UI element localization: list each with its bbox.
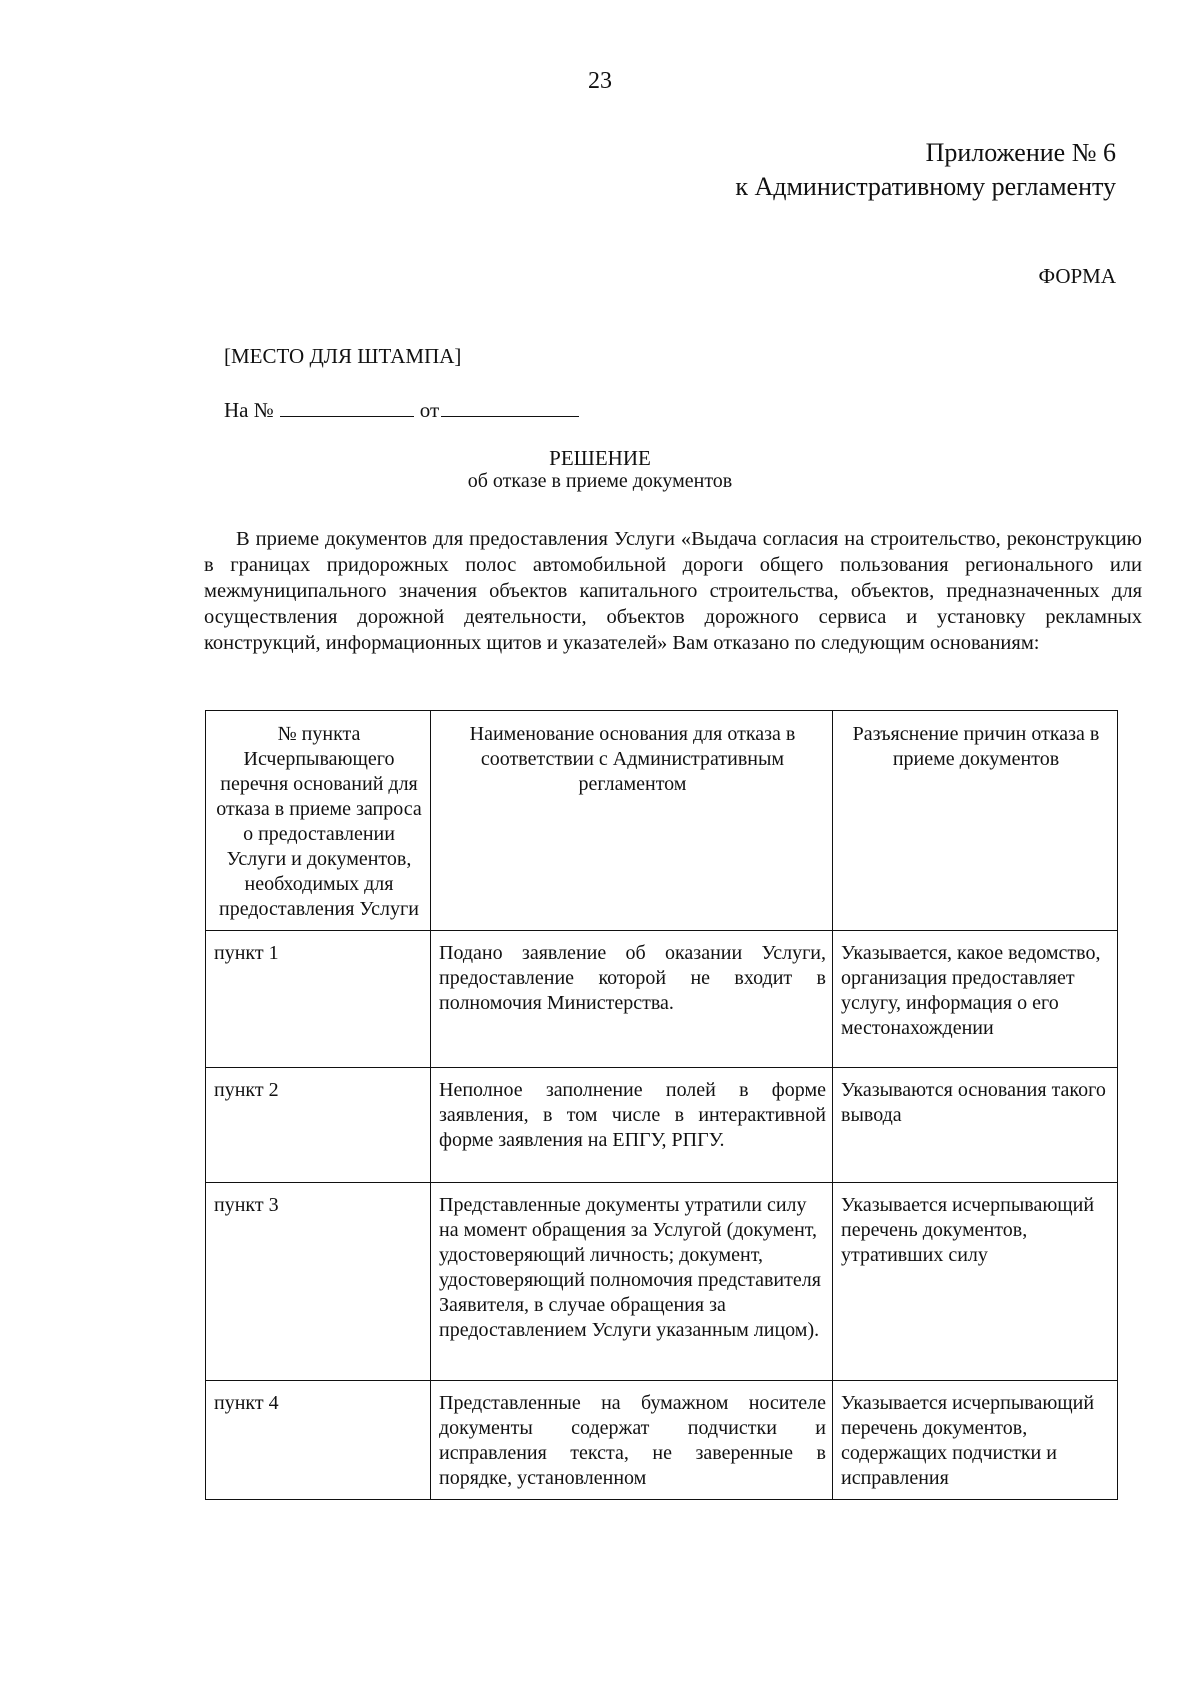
row-explanation: Указываются основания такого вывода xyxy=(833,1068,1118,1183)
decision-subtitle: об отказе в приеме документов xyxy=(467,470,733,492)
table-row xyxy=(206,931,1118,1068)
row-point: пункт 4 xyxy=(206,1381,431,1500)
row-point: пункт 3 xyxy=(206,1183,431,1381)
appendix-heading xyxy=(735,136,1116,204)
stamp-placeholder: [МЕСТО ДЛЯ ШТАМПА] xyxy=(224,344,462,368)
row-reason: Подано заявление об оказании Услуги, предоставление которой не входит в полномочия Министерства. xyxy=(431,931,833,1068)
decision-title: РЕШЕНИЕ xyxy=(549,446,651,470)
header-point-number: № пункта Исчерпывающего перечня оснований для отказа в приеме запроса о предоставлении Услуги и документов, необходимых для предоставления Услуги xyxy=(206,711,431,931)
appendix-line-2: к Административному регламенту xyxy=(735,172,1116,201)
row-reason: Неполное заполнение полей в форме заявления, в том числе в интерактивной форме заявления на ЕПГУ, РПГУ. xyxy=(431,1068,833,1183)
reference-date-blank xyxy=(441,398,579,417)
row-point: пункт 2 xyxy=(206,1068,431,1183)
row-explanation: Указывается исчерпывающий перечень документов, содержащих подчистки и исправления xyxy=(833,1381,1118,1500)
header-reason: Наименование основания для отказа в соответствии с Административным регламентом xyxy=(431,711,833,931)
page-number: 23 xyxy=(588,68,612,94)
table-header-row xyxy=(206,711,1118,931)
row-point: пункт 1 xyxy=(206,931,431,1068)
reference-number-blank xyxy=(280,398,414,417)
table-row xyxy=(206,1068,1118,1183)
table-row xyxy=(206,1183,1118,1381)
reference-date-label: от xyxy=(419,398,440,422)
appendix-line-1: Приложение № 6 xyxy=(925,138,1116,167)
row-explanation: Указывается, какое ведомство, организация предоставляет услугу, информация о его местонахождении xyxy=(833,931,1118,1068)
row-explanation: Указывается исчерпывающий перечень документов, утративших силу xyxy=(833,1183,1118,1381)
table-row xyxy=(206,1381,1118,1500)
row-reason: Представленные на бумажном носителе документы содержат подчистки и исправления текста, не заверенные в порядке, установленном xyxy=(431,1381,833,1500)
row-reason: Представленные документы утратили силу на момент обращения за Услугой (документ, удостоверяющий личность; документ, удостоверяющий полномочия представителя Заявителя, в случае обращения за предоставлением Услуги указанным лицом). xyxy=(431,1183,833,1381)
header-explanation: Разъяснение причин отказа в приеме документов xyxy=(833,711,1118,931)
refusal-grounds-table xyxy=(205,710,1118,1500)
intro-paragraph: В приеме документов для предоставления Услуги «Выдача согласия на строительство, реконструкцию в границах придорожных полос автомобильной дороги общего пользования регионального или межмуниципального значения объектов капитального строительства, объектов, предназначенных для осуществления дорожной деятельности, объектов дорожного сервиса и установку рекламных конструкций, информационных щитов и указателей» Вам отказано по следующим основаниям: xyxy=(204,528,1142,654)
reference-line xyxy=(224,398,579,423)
reference-number-label: На № xyxy=(224,398,274,422)
form-label: ФОРМА xyxy=(1038,264,1116,288)
